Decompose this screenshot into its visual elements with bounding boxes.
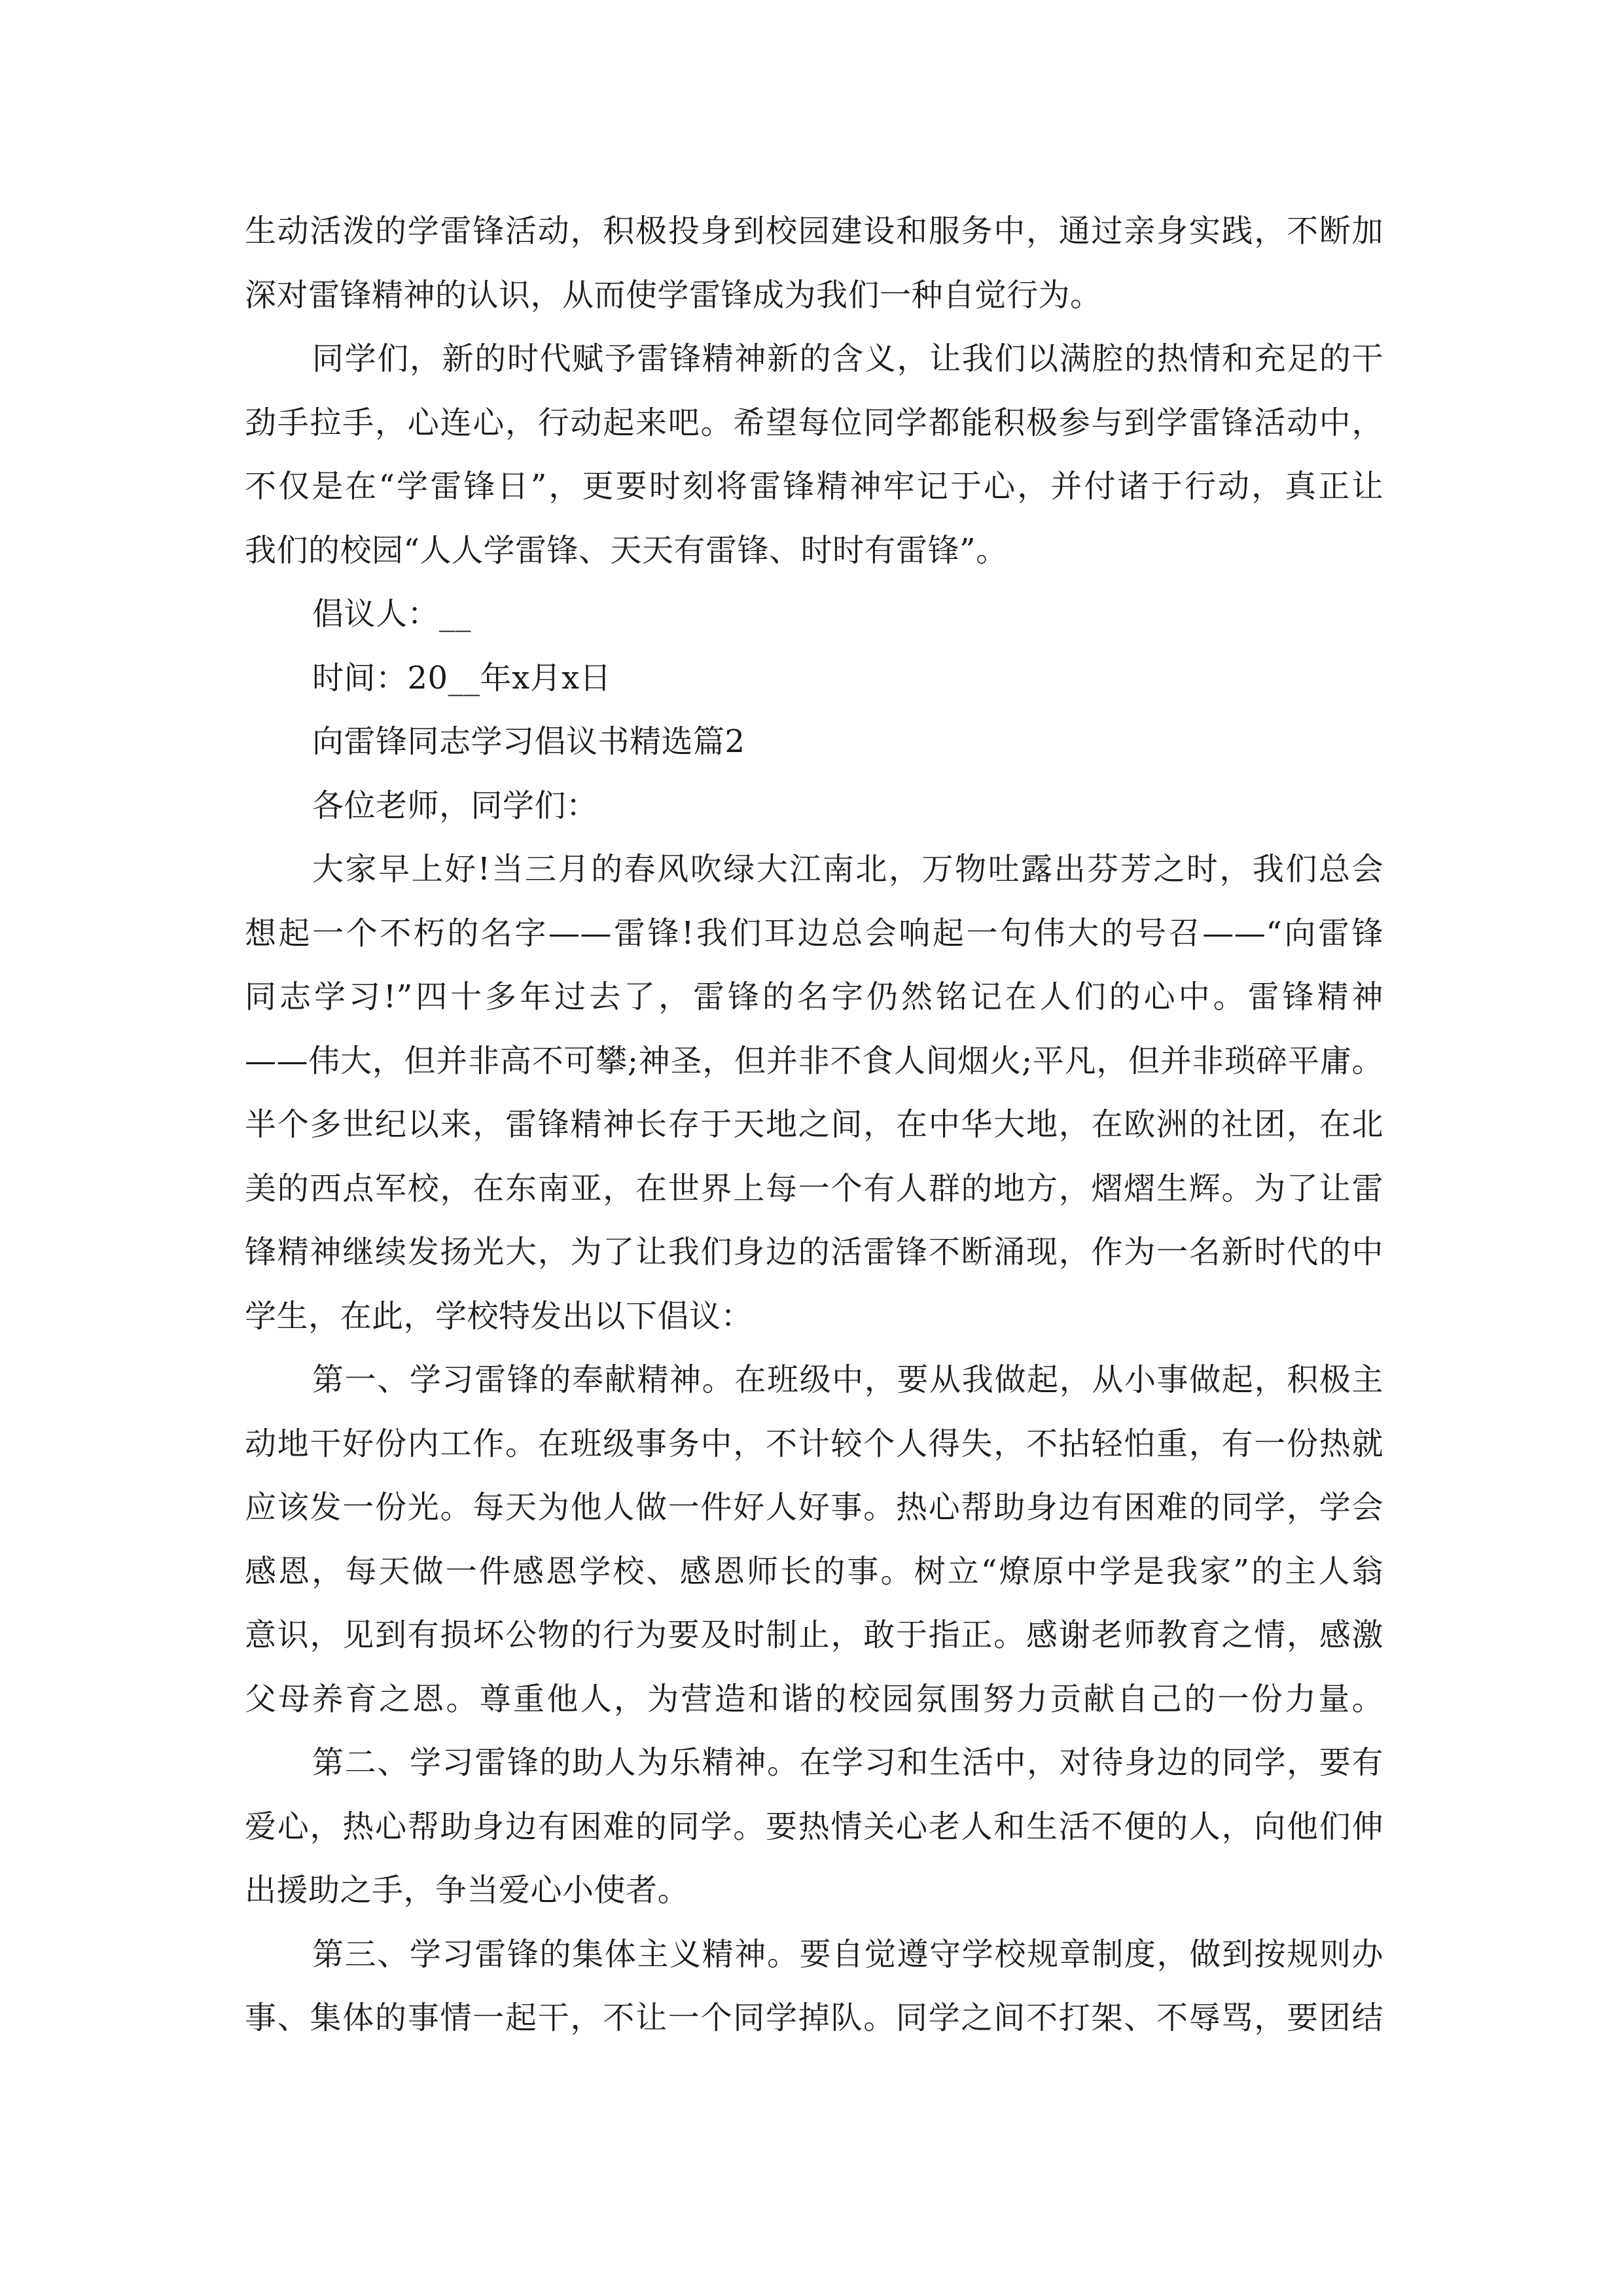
text-line: 大家早上好!当三月的春风吹绿大江南北，万物吐露出芬芳之时，我们总会 — [312, 851, 1383, 888]
text-line: 不仅是在“学雷锋日”，更要时刻将雷锋精神牢记于心，并付诸于行动，真正让 — [245, 468, 1383, 505]
text-line: 倡议人：__ — [312, 596, 472, 632]
text-line: 应该发一份光。每天为他人做一件好人好事。热心帮助身边有困难的同学，学会 — [245, 1489, 1383, 1526]
text-line: 半个多世纪以来，雷锋精神长存于天地之间，在中华大地，在欧洲的社团，在北 — [245, 1106, 1383, 1143]
text-line: 向雷锋同志学习倡议书精选篇2 — [312, 723, 745, 760]
text-line: 生动活泼的学雷锋活动，积极投身到校园建设和服务中，通过亲身实践，不断加 — [245, 213, 1383, 249]
document-body — [245, 200, 1383, 2051]
text-line: 意识，见到有损坏公物的行为要及时制止，敢于指正。感谢老师教育之情，感激 — [245, 1617, 1383, 1653]
text-line: 劲手拉手，心连心，行动起来吧。希望每位同学都能积极参与到学雷锋活动中， — [245, 404, 1383, 441]
text-line: 各位老师，同学们： — [312, 787, 598, 824]
text-line: 第三、学习雷锋的集体主义精神。要自觉遵守学校规章制度，做到按规则办 — [312, 1935, 1383, 1973]
text-line: 事、集体的事情一起干，不让一个同学掉队。同学之间不打架、不辱骂，要团结 — [245, 2000, 1383, 2036]
text-line: 锋精神继续发扬光大，为了让我们身边的活雷锋不断涌现，作为一名新时代的中 — [245, 1234, 1383, 1270]
text-line: 我们的校园“人人学雷锋、天天有雷锋、时时有雷锋”。 — [245, 531, 1008, 569]
text-line: 动地干好份内工作。在班级事务中，不计较个人得失，不拈轻怕重，有一份热就 — [245, 1425, 1383, 1462]
text-line: 第一、学习雷锋的奉献精神。在班级中，要从我做起，从小事做起，积极主 — [312, 1361, 1383, 1398]
text-line: 想起一个不朽的名字——雷锋!我们耳边总会响起一句伟大的号召——“向雷锋 — [245, 914, 1383, 952]
text-line: 感恩，每天做一件感恩学校、感恩师长的事。树立“燎原中学是我家”的主人翁 — [245, 1552, 1383, 1590]
text-line: ——伟大，但并非高不可攀;神圣，但并非不食人间烟火;平凡，但并非琐碎平庸。 — [245, 1042, 1383, 1079]
text-line: 第二、学习雷锋的助人为乐精神。在学习和生活中，对待身边的同学，要有 — [312, 1744, 1383, 1781]
text-line: 父母养育之恩。尊重他人，为营造和谐的校园氛围努力贡献自己的一份力量。 — [245, 1680, 1383, 1717]
text-line: 爱心，热心帮助身边有困难的同学。要热情关心老人和生活不便的人，向他们伸 — [245, 1808, 1383, 1845]
text-line: 时间：20__年x月x日 — [312, 659, 612, 696]
text-line: 同学们，新的时代赋予雷锋精神新的含义，让我们以满腔的热情和充足的干 — [312, 340, 1383, 377]
text-line: 美的西点军校，在东南亚，在世界上每一个有人群的地方，熠熠生辉。为了让雷 — [245, 1170, 1383, 1207]
text-line: 深对雷锋精神的认识，从而使学雷锋成为我们一种自觉行为。 — [245, 276, 1102, 314]
text-line: 同志学习!”四十多年过去了，雷锋的名字仍然铭记在人们的心中。雷锋精神 — [245, 978, 1383, 1015]
text-line: 学生，在此，学校特发出以下倡议： — [245, 1297, 753, 1335]
text-line: 出援助之手，争当爱心小使者。 — [245, 1872, 690, 1909]
